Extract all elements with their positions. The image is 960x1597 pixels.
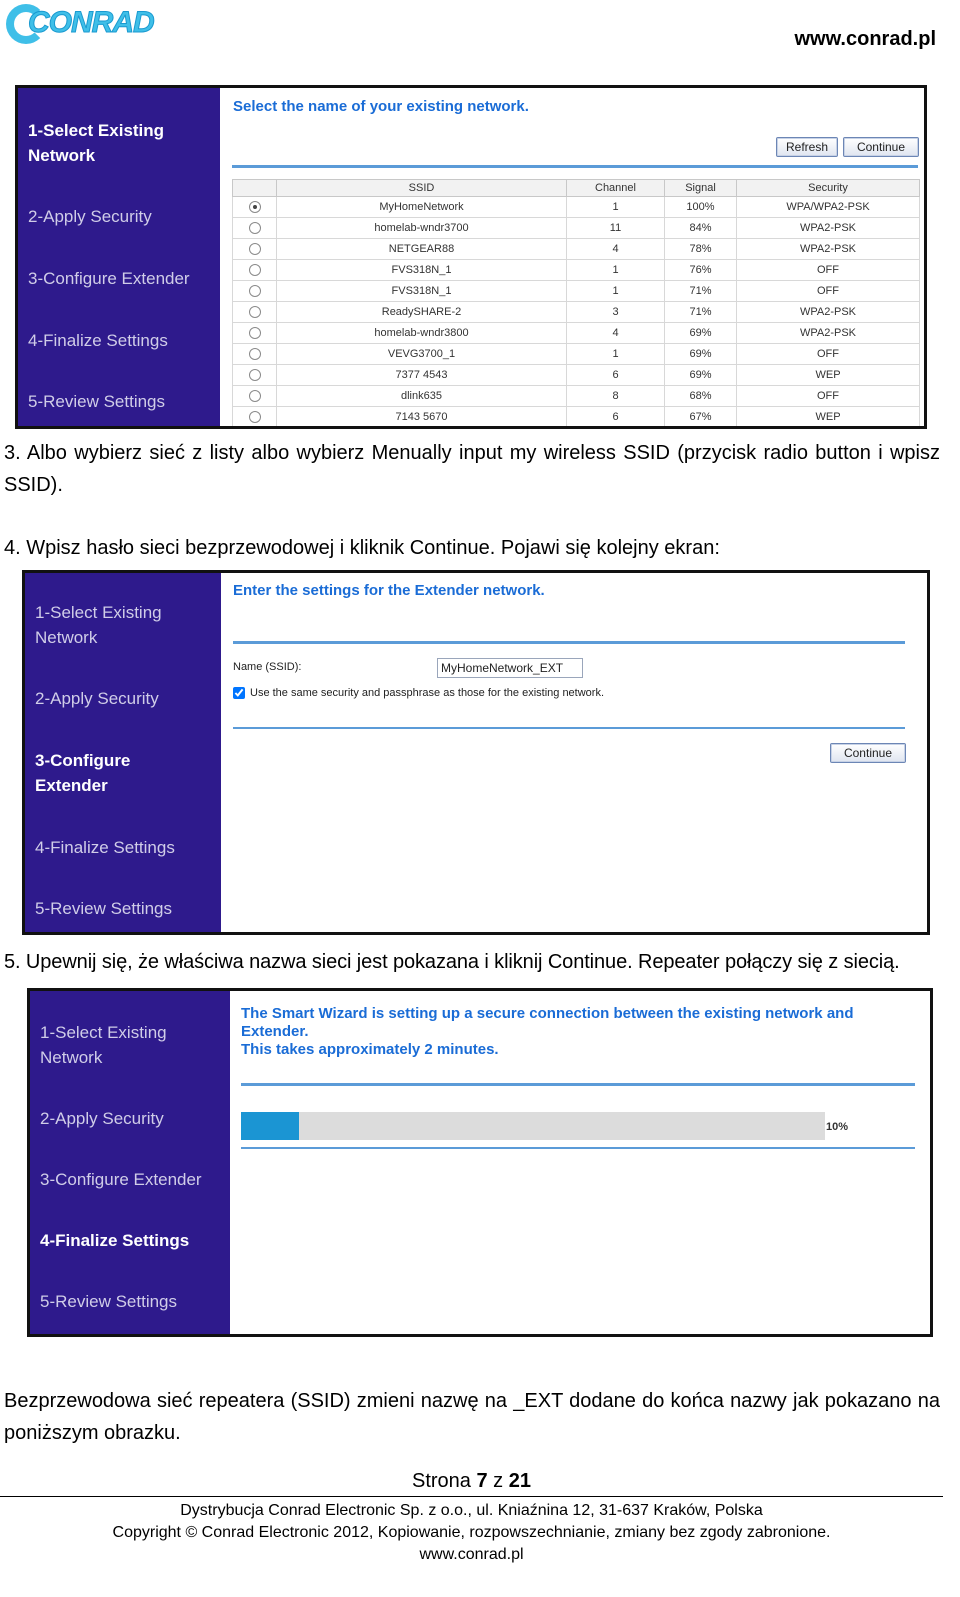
page-number-current: 7 bbox=[476, 1470, 488, 1492]
page-heading: Enter the settings for the Extender network. bbox=[233, 582, 545, 599]
column-header-signal: Signal bbox=[665, 180, 737, 197]
cell-security: OFF bbox=[737, 386, 920, 407]
table-row[interactable] bbox=[233, 365, 920, 386]
page-number bbox=[0, 1470, 943, 1493]
cell-channel: 1 bbox=[567, 260, 665, 281]
row-select-cell bbox=[233, 344, 277, 365]
network-radio-button[interactable] bbox=[249, 390, 261, 402]
cell-security: WPA2-PSK bbox=[737, 218, 920, 239]
cell-signal: 78% bbox=[665, 239, 737, 260]
cell-ssid: ReadySHARE-2 bbox=[277, 302, 567, 323]
footer-copyright: Copyright © Conrad Electronic 2012, Kopiowanie, rozpowszechnianie, zmiany bez zgody zabronione. bbox=[112, 1524, 831, 1541]
section-divider bbox=[241, 1147, 915, 1149]
cell-ssid: 7143 5670 bbox=[277, 407, 567, 428]
row-select-cell bbox=[233, 197, 277, 218]
table-header-row bbox=[233, 180, 920, 197]
same-security-checkbox[interactable] bbox=[233, 687, 245, 699]
page-number-mid: z bbox=[487, 1470, 509, 1492]
cell-ssid: dlink635 bbox=[277, 386, 567, 407]
page-number-total: 21 bbox=[508, 1470, 531, 1492]
screenshot-connecting-progress bbox=[27, 988, 933, 1337]
cell-ssid: homelab-wndr3700 bbox=[277, 218, 567, 239]
wizard-content bbox=[230, 991, 930, 1334]
row-select-cell bbox=[233, 281, 277, 302]
cell-security: WPA2-PSK bbox=[737, 239, 920, 260]
network-radio-button[interactable] bbox=[249, 264, 261, 276]
cell-channel: 6 bbox=[567, 407, 665, 428]
cell-signal: 69% bbox=[665, 365, 737, 386]
cell-channel: 6 bbox=[567, 365, 665, 386]
continue-button[interactable]: Continue bbox=[830, 743, 906, 763]
cell-channel: 8 bbox=[567, 386, 665, 407]
heading-divider bbox=[233, 641, 905, 644]
cell-ssid: 7377 4543 bbox=[277, 365, 567, 386]
progress-heading-line1: The Smart Wizard is setting up a secure connection between the existing network and bbox=[241, 1005, 854, 1022]
cell-signal: 84% bbox=[665, 218, 737, 239]
instruction-step-4: 4. Wpisz hasło sieci bezprzewodowej i kliknik Continue. Pojawi się kolejny ekran: bbox=[4, 537, 720, 559]
network-radio-button[interactable] bbox=[249, 285, 261, 297]
wizard-step-2: 2-Apply Security bbox=[28, 207, 152, 226]
wizard-step-5: 5-Review Settings bbox=[28, 392, 166, 411]
progress-heading-line3: This takes approximately 2 minutes. bbox=[241, 1041, 499, 1058]
same-security-label: Use the same security and passphrase as those for the existing network. bbox=[250, 687, 605, 699]
cell-signal: 69% bbox=[665, 323, 737, 344]
row-select-cell bbox=[233, 407, 277, 428]
cell-signal: 71% bbox=[665, 281, 737, 302]
table-row[interactable] bbox=[233, 239, 920, 260]
column-header-select bbox=[233, 180, 277, 197]
table-row[interactable] bbox=[233, 197, 920, 218]
cell-ssid: MyHomeNetwork bbox=[277, 197, 567, 218]
wizard-content bbox=[221, 573, 927, 932]
cell-security: OFF bbox=[737, 344, 920, 365]
logo-text: CONRAD bbox=[28, 6, 154, 39]
cell-ssid: homelab-wndr3800 bbox=[277, 323, 567, 344]
cell-signal: 71% bbox=[665, 302, 737, 323]
column-header-channel: Channel bbox=[567, 180, 665, 197]
section-divider bbox=[233, 727, 905, 729]
heading-divider bbox=[241, 1083, 915, 1086]
table-row[interactable] bbox=[233, 344, 920, 365]
wizard-step-2: 2-Apply Security bbox=[40, 1109, 164, 1128]
table-row[interactable] bbox=[233, 302, 920, 323]
network-radio-button[interactable] bbox=[249, 327, 261, 339]
ssid-name-label: Name (SSID): bbox=[233, 661, 302, 673]
cell-security: OFF bbox=[737, 260, 920, 281]
cell-channel: 4 bbox=[567, 323, 665, 344]
wizard-sidebar bbox=[30, 991, 230, 1334]
network-radio-button[interactable] bbox=[249, 369, 261, 381]
column-header-ssid: SSID bbox=[277, 180, 567, 197]
cell-channel: 1 bbox=[567, 281, 665, 302]
cell-security: WEP bbox=[737, 365, 920, 386]
network-radio-button[interactable] bbox=[249, 348, 261, 360]
cell-signal: 76% bbox=[665, 260, 737, 281]
table-row[interactable] bbox=[233, 260, 920, 281]
cell-channel: 3 bbox=[567, 302, 665, 323]
cell-signal: 67% bbox=[665, 407, 737, 428]
cell-security: WPA2-PSK bbox=[737, 323, 920, 344]
wizard-step-1: 1-Select Existing Network bbox=[28, 121, 165, 165]
cell-ssid: NETGEAR88 bbox=[277, 239, 567, 260]
wizard-sidebar bbox=[25, 573, 221, 932]
row-select-cell bbox=[233, 323, 277, 344]
instruction-step-3: 3. Albo wybierz sieć z listy albo wybierz Menually input my wireless SSID (przycisk radio button i wpisz SSID). bbox=[4, 442, 940, 496]
wizard-step-3: 3-Configure Extender bbox=[40, 1170, 202, 1189]
cell-signal: 69% bbox=[665, 344, 737, 365]
continue-button[interactable]: Continue bbox=[843, 137, 919, 157]
table-row[interactable] bbox=[233, 281, 920, 302]
row-select-cell bbox=[233, 365, 277, 386]
cell-ssid: VEVG3700_1 bbox=[277, 344, 567, 365]
cell-channel: 1 bbox=[567, 197, 665, 218]
wizard-step-1: 1-Select Existing Network bbox=[40, 1023, 167, 1067]
table-row[interactable] bbox=[233, 407, 920, 428]
screenshot-select-network bbox=[15, 85, 927, 429]
row-select-cell bbox=[233, 302, 277, 323]
footer-distribution: Dystrybucja Conrad Electronic Sp. z o.o., ul. Kniaźnina 12, 31-637 Kraków, Polska bbox=[180, 1502, 763, 1519]
wizard-content bbox=[220, 88, 924, 426]
network-radio-button[interactable] bbox=[249, 411, 261, 423]
wizard-step-4: 4-Finalize Settings bbox=[28, 331, 168, 350]
row-select-cell bbox=[233, 260, 277, 281]
row-select-cell bbox=[233, 386, 277, 407]
cell-security: WPA2-PSK bbox=[737, 302, 920, 323]
footer-divider bbox=[0, 1496, 943, 1497]
cell-signal: 68% bbox=[665, 386, 737, 407]
cell-channel: 1 bbox=[567, 344, 665, 365]
instruction-step-5: 5. Upewnij się, że właściwa nazwa sieci jest pokazana i kliknij Continue. Repeater połączy się z siecią. bbox=[4, 951, 900, 973]
ssid-name-input[interactable] bbox=[437, 658, 583, 678]
network-radio-button[interactable] bbox=[249, 306, 261, 318]
wizard-step-3: 3-Configure Extender bbox=[28, 269, 190, 288]
wizard-step-3: 3-Configure Extender bbox=[35, 751, 131, 795]
column-header-security: Security bbox=[737, 180, 920, 197]
wizard-step-5: 5-Review Settings bbox=[35, 899, 173, 918]
network-table bbox=[232, 179, 920, 428]
row-select-cell bbox=[233, 239, 277, 260]
cell-channel: 11 bbox=[567, 218, 665, 239]
cell-ssid: FVS318N_1 bbox=[277, 260, 567, 281]
network-radio-button[interactable] bbox=[249, 201, 261, 213]
wizard-step-4: 4-Finalize Settings bbox=[40, 1231, 190, 1250]
table-row[interactable] bbox=[233, 323, 920, 344]
progress-bar-fill bbox=[241, 1112, 299, 1140]
network-radio-button[interactable] bbox=[249, 222, 261, 234]
wizard-step-2: 2-Apply Security bbox=[35, 689, 159, 708]
cell-security: OFF bbox=[737, 281, 920, 302]
wizard-step-1: 1-Select Existing Network bbox=[35, 603, 162, 647]
progress-bar bbox=[241, 1112, 825, 1140]
cell-security: WEP bbox=[737, 407, 920, 428]
table-row[interactable] bbox=[233, 386, 920, 407]
wizard-sidebar bbox=[18, 88, 220, 426]
cell-signal: 100% bbox=[665, 197, 737, 218]
progress-percent: 10% bbox=[826, 1121, 849, 1133]
row-select-cell bbox=[233, 218, 277, 239]
ssid-rename-note: Bezprzewodowa sieć repeatera (SSID) zmieni nazwę na _EXT dodane do końca nazwy jak pokazano na poniższym obrazku. bbox=[4, 1390, 940, 1444]
wizard-step-4: 4-Finalize Settings bbox=[35, 838, 175, 857]
cell-ssid: FVS318N_1 bbox=[277, 281, 567, 302]
heading-divider bbox=[232, 165, 918, 168]
wizard-step-5: 5-Review Settings bbox=[40, 1292, 178, 1311]
footer-url: www.conrad.pl bbox=[419, 1546, 524, 1563]
page-number-prefix: Strona bbox=[412, 1470, 477, 1492]
page-heading: Select the name of your existing network. bbox=[233, 98, 529, 115]
table-row[interactable] bbox=[233, 218, 920, 239]
screenshot-extender-settings bbox=[22, 570, 930, 935]
network-radio-button[interactable] bbox=[249, 243, 261, 255]
header-site-url: www.conrad.pl bbox=[794, 28, 936, 50]
cell-channel: 4 bbox=[567, 239, 665, 260]
progress-heading-line2: Extender. bbox=[241, 1023, 309, 1040]
cell-security: WPA/WPA2-PSK bbox=[737, 197, 920, 218]
conrad-logo bbox=[6, 4, 166, 44]
refresh-button[interactable]: Refresh bbox=[776, 137, 838, 157]
